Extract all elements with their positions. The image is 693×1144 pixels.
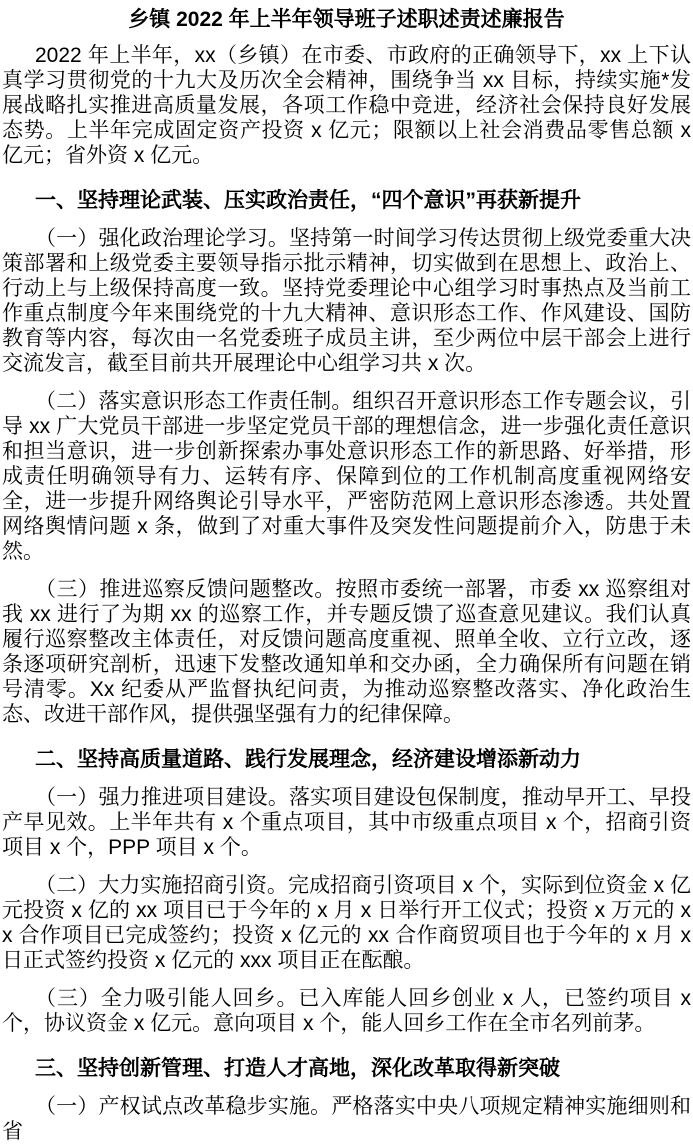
section1-paragraph-2: （二）落实意识形态工作责任制。组织召开意识形态工作专题会议，引导 xx 广大党员干部进一步坚定党员干部的理想信念，进一步强化责任意识和担当意识，进一步创新探索办事处意识形态工作的新思路、好举措，形成责任明确领导有力、运转有序、保障到位的工作机制高度重视网络安全，进一步提升网络舆论引导水平，严密防范网上意识形态渗透。共处置网络舆情问题 x 条，做到了对重大事件及突发性问题提前介入，防患于未然。 [2, 390, 691, 563]
section2-paragraph-3: （三）全力吸引能人回乡。已入库能人回乡创业 x 人，已签约项目 x 个，协议资金 x 亿元。意向项目 x 个，能人回乡工作在全市名列前茅。 [2, 987, 691, 1035]
section2-paragraph-1: （一）强力推进项目建设。落实项目建设包保制度，推动早开工、早投产早见效。上半年共有 x 个重点项目，其中市级重点项目 x 个，招商引资项目 x 个，PPP 项目 x 个。 [2, 786, 691, 859]
document-title: 乡镇 2022 年上半年领导班子述职述责述廉报告 [128, 8, 565, 31]
section-heading-2: 二、坚持高质量道路、践行发展理念，经济建设增添新动力 [35, 748, 581, 771]
section1-paragraph-3: （三）推进巡察反馈问题整改。按照市委统一部署，市委 xx 巡察组对我 xx 进行了为期 xx 的巡察工作，并专题反馈了巡查意见建议。我们认真履行巡察整改主体责任，对反馈问题高度重视、照单全收、立行立改，逐条逐项研究剖析，迅速下发整改通知单和交办函，全力确保所有问题在销号清零。Xx 纪委从严监督执纪问责，为推动巡察整改落实、净化政治生态、改进干部作风，提供强坚强有力的纪律保障。 [2, 578, 691, 726]
section-heading-1: 一、坚持理论武装、压实政治责任，“四个意识”再获新提升 [35, 189, 581, 212]
intro-paragraph: 2022 年上半年，xx（乡镇）在市委、市政府的正确领导下，xx 上下认真学习贯彻党的十九大及历次全会精神，围绕争当 xx 目标，持续实施*发展战略扎实推进高质量发展，各项工作稳中竞进，经济社会保持良好发展态势。上半年完成固定资产投资 x 亿元；限额以上社会消费品零售总额 x 亿元；省外资 x 亿元。 [2, 44, 691, 167]
section3-paragraph-1-truncated: （一）产权试点改革稳步实施。严格落实中央八项规定精神实施细则和省 [2, 1095, 691, 1143]
section2-paragraph-2: （二）大力实施招商引资。完成招商引资项目 x 个，实际到位资金 x 亿元投资 x 亿的 xx 项目已于今年的 x 月 x 日举行开工仪式；投资 x 万元的 xx 合作项目已完成签约；投资 x 亿元的 xx 合作商贸项目也于今年的 x 月 x 日正式签约投资 x 亿元的 xxx 项目正在酝酿。 [2, 874, 691, 972]
section1-paragraph-1: （一）强化政治理论学习。坚持第一时间学习传达贯彻上级党委重大决策部署和上级党委主要领导指示批示精神，切实做到在思想上、政治上、行动上与上级保持高度一致。坚持党委理论中心组学习时事热点及当前工作重点制度今年来围绕党的十九大精神、意识形态工作、作风建设、国防教育等内容，每次由一名党委班子成员主讲，至少两位中层干部会上进行交流发言，截至目前共开展理论中心组学习共 x 次。 [2, 227, 691, 375]
section-heading-3: 三、坚持创新管理、打造人才高地，深化改革取得新突破 [35, 1057, 560, 1080]
